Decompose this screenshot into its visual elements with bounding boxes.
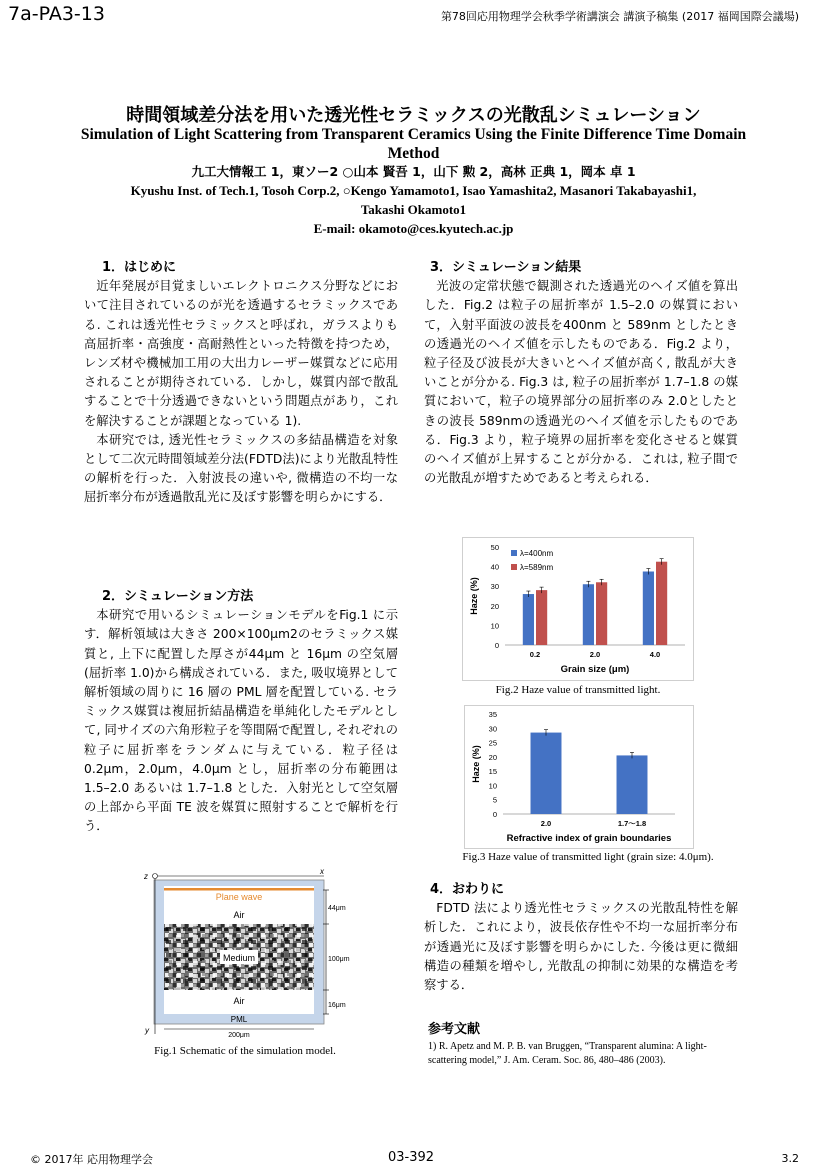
medium-label: Medium xyxy=(222,953,256,963)
dim-100-label: 100μm xyxy=(328,956,350,963)
legend-label: λ=400nm xyxy=(520,549,554,558)
dim-44-label: 44μm xyxy=(328,905,346,912)
y-axis-label: Haze (%) xyxy=(471,745,481,783)
y-tick-label: 0 xyxy=(492,810,497,819)
figure-3-caption: Fig.3 Haze value of transmitted light (grain size: 4.0μm). xyxy=(462,851,714,863)
paper-code: 7a-PA3-13 xyxy=(8,3,105,25)
figure-3 xyxy=(464,705,694,849)
intro-paragraph-1: 近年発展が目覚ましいエレクトロニクス分野などにおいて注目されているのが光を透過するセラミックスである. これは透光性セラミックスと呼ばれ，ガラスよりも高屈折率・高強度・高耐熱性といった特徴を持つため，レンズ材や機械加工用の大出力レーザー媒質などに応用されることが期待されている．しかし，媒質内部で散乱することで十分透過できないという問題点があり，これを解決することが課題となっている 1). xyxy=(84,279,398,428)
left-column xyxy=(84,258,398,508)
title-english: Simulation of Light Scattering from Transparent Ceramics Using the Finite Difference Time Domain Method xyxy=(80,126,747,162)
footer-section: 3.2 xyxy=(781,1152,799,1165)
legend-swatch xyxy=(511,564,517,570)
bar xyxy=(617,755,648,814)
figure-2 xyxy=(462,537,694,681)
simulation-model-diagram xyxy=(140,868,360,1038)
legend-label: λ=589nm xyxy=(520,563,554,572)
haze-grain-size-chart xyxy=(463,538,693,680)
footer-page-number: 03-392 xyxy=(388,1150,435,1165)
footer-copyright: © 2017年 応用物理学会 xyxy=(30,1153,153,1166)
x-tick-label: 1.7〜1.8 xyxy=(617,819,647,828)
references xyxy=(428,1018,734,1068)
email: E-mail: okamoto@ces.kyutech.ac.jp xyxy=(313,221,514,236)
results-heading: 3．シミュレーション結果 xyxy=(430,260,582,275)
dim-200-label: 200μm xyxy=(228,1032,250,1038)
figure-1 xyxy=(140,868,360,1038)
x-axis-label: Refractive index of grain boundaries xyxy=(506,833,672,844)
y-tick-label: 25 xyxy=(488,738,497,748)
y-tick-label: 0 xyxy=(494,641,499,650)
authors-line2: Takashi Okamoto1 xyxy=(360,202,467,217)
pml-label: PML xyxy=(230,1015,248,1024)
legend-swatch xyxy=(511,550,517,556)
method-heading: 2．シミュレーション方法 xyxy=(102,589,254,604)
left-column-method xyxy=(84,587,398,837)
plane-wave-label: Plane wave xyxy=(215,892,263,902)
axis-y-label: y xyxy=(145,1026,149,1035)
y-tick-label: 20 xyxy=(488,752,497,762)
y-tick-label: 5 xyxy=(492,795,497,805)
method-paragraph-1: 本研究で用いるシミュレーションモデルをFig.1 に示す．解析領域は大きさ 200×100μm2のセラミックス媒質と, 上下に配置した厚さが44μm と 16μm の空気層(屈折率 1.0)から構成されている．また, 吸収境界として解析領域の周りに 16 層の PML 層を配置している. セラミックス媒質は複屈折結晶構造を単純化したモデルとして, 同サイズの六角形粒子を等間隔で配置し, それぞれの粒子に屈折率をランダムに与えている．粒子径は 0.2μm，2.0μm，4.0μm とし，屈折率の分布範囲は 1.5–2.0 あるいは 1.7–1.8 とした．入射光として空気層の上部から平面 TE 波を媒質に照射することで解析を行う． xyxy=(84,608,398,834)
y-tick-label: 20 xyxy=(490,601,499,611)
bar xyxy=(536,590,547,645)
authors-english xyxy=(40,181,787,238)
air-top-label: Air xyxy=(233,910,245,920)
intro-paragraph-2: 本研究では, 透光性セラミックスの多結晶構造を対象として二次元時間領域差分法(FDTD法)により光散乱特性の解析を行った．入射波長の違いや, 微構造の不均一な屈折率分布が透過散乱光に及ぼす影響を明らかにする． xyxy=(84,432,398,505)
figure-2-caption: Fig.2 Haze value of transmitted light. xyxy=(495,684,661,696)
authors-line1: Kyushu Inst. of Tech.1, Tosoh Corp.2, ○Kengo Yamamoto1, Isao Yamashita2, Masanori Takabayashi1, xyxy=(130,183,697,198)
conclusion-block xyxy=(424,880,738,995)
x-tick-label: 4.0 xyxy=(649,650,661,659)
x-tick-label: 0.2 xyxy=(529,650,541,659)
y-tick-label: 15 xyxy=(488,767,497,777)
air-bottom-label: Air xyxy=(233,996,245,1006)
conclusion-heading: 4．おわりに xyxy=(430,882,505,897)
y-tick-label: 50 xyxy=(490,543,499,552)
y-tick-label: 35 xyxy=(488,710,497,719)
y-tick-label: 40 xyxy=(490,562,499,572)
bar xyxy=(531,733,562,814)
plane-wave-line xyxy=(164,888,314,891)
haze-boundary-chart xyxy=(465,706,693,848)
dim-16-label: 16μm xyxy=(328,1002,346,1009)
y-tick-label: 10 xyxy=(490,621,499,631)
authors-japanese: 九工大情報工 1，東ソー2 ○山本 賢吾 1，山下 勲 2，高林 正典 1，岡本 卓 1 xyxy=(191,164,636,179)
title-japanese: 時間領域差分法を用いた透光性セラミックスの光散乱シミュレーション xyxy=(126,105,701,126)
results-paragraph-1: 光波の定常状態で観測された透過光のヘイズ値を算出した．Fig.2 は粒子の屈折率が 1.5–2.0 の媒質において，入射平面波の波長を400nm と 589nm としたときの透過光のヘイズ値を示したものである．Fig.2 より，粒子径及び波長が大きいとヘイズ値が高く, 散乱が大きいことが分かる. Fig.3 は, 粒子の屈折率が 1.7–1.8 の媒質において，粒子の境界部分の屈折率のみ 2.0としたときの波長 589nmの透過光のヘイズ値を示したものである．Fig.3 より，粒子境界の屈折率を変化させると媒質のヘイズ値が上昇することが分かる．これは, 粒子間での光散乱が増すためであると考えられる． xyxy=(424,279,738,486)
reference-1: 1) R. Apetz and M. P. B. van Bruggen, “Transparent alumina: A light-scattering model,” J. Am. Ceram. Soc. 86, 480–486 (2003). xyxy=(428,1041,707,1066)
bar xyxy=(583,584,594,645)
conference-name: 第78回応用物理学会秋季学術講演会 講演予稿集 (2017 福岡国際会議場) xyxy=(440,10,799,23)
conclusion-paragraph-1: FDTD 法により透光性セラミックスの光散乱特性を解析した．これにより，波長依存性や不均一な屈折率分布が透過光に及ぼす影響を明らかにした. 今後は更に微細構造の種類を増やし, 光散乱の抑制に効果的な構造を考察する． xyxy=(424,901,738,993)
intro-heading: 1．はじめに xyxy=(102,260,177,275)
x-tick-label: 2.0 xyxy=(540,819,552,828)
figure-1-caption: Fig.1 Schematic of the simulation model. xyxy=(154,1045,336,1057)
axis-z-label: z xyxy=(144,872,148,881)
bar xyxy=(523,594,534,645)
x-tick-label: 2.0 xyxy=(589,650,601,659)
bar xyxy=(656,562,667,645)
right-column xyxy=(424,258,738,488)
axis-x-label: x xyxy=(320,868,324,876)
y-axis-label: Haze (%) xyxy=(469,577,479,615)
y-tick-label: 10 xyxy=(488,781,497,791)
bar xyxy=(643,572,654,646)
bar xyxy=(596,582,607,645)
x-axis-label: Grain size (μm) xyxy=(560,664,630,675)
y-tick-label: 30 xyxy=(490,582,499,592)
y-tick-label: 30 xyxy=(488,724,497,734)
references-heading: 参考文献 xyxy=(428,1022,481,1037)
